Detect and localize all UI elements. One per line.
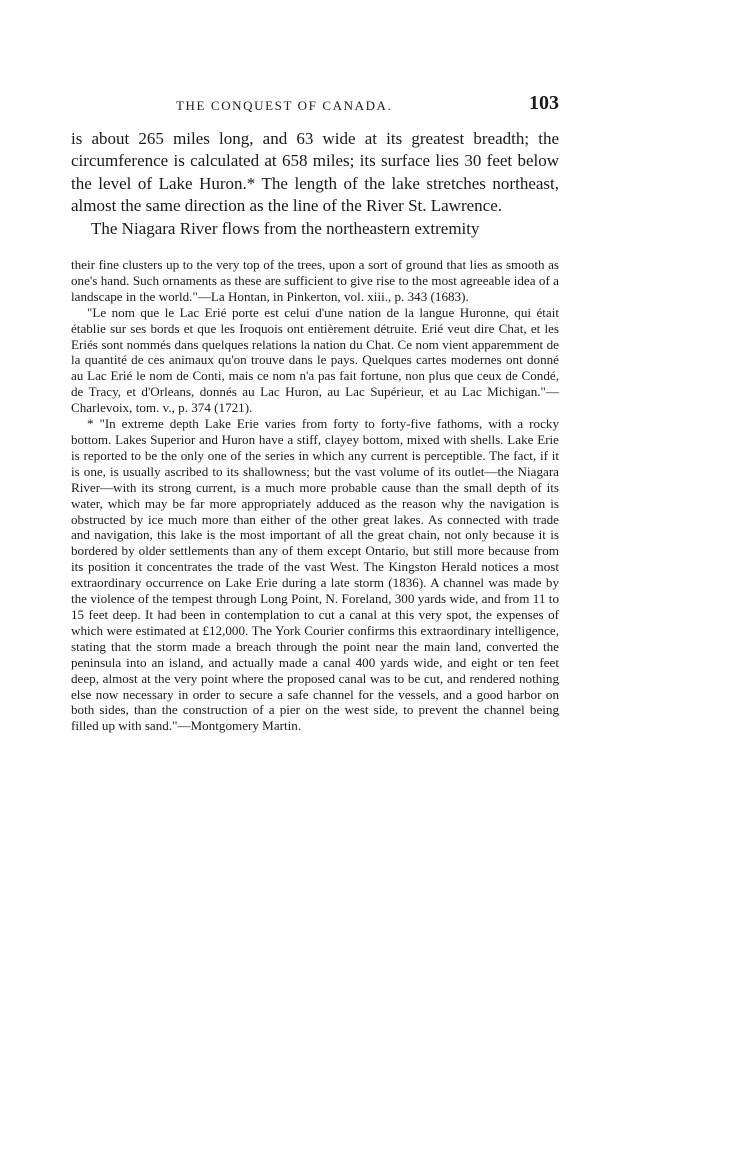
page-header — [71, 92, 559, 120]
main-text — [71, 128, 559, 240]
footnote-french-quote: "Le nom que le Lac Erié porte est celui d'une nation de la langue Huronne, qui était établie sur ses bords et que les Iroquois ont entièrement détruite. Erié veut dire Chat, et les Eriés sont nommés dans quelques relations la nation du Chat. Ce nom vient apparemment de la quantité de ces animaux qu'on trouve dans le pays. Quelques cartes modernes ont donné au Lac Erié le nom de Conti, mais ce nom n'a pas fait fortune, non plus que ceux de Condé, de Tracy, et d'Orleans, donnés au Lac Huron, au Lac Supérieur, et au Lac Michigan."—Charlevoix, tom. v., p. 374 (1721). — [71, 304, 559, 416]
book-page — [71, 92, 559, 734]
body-paragraph: The Niagara River flows from the northeastern extremity — [91, 218, 480, 238]
footnote-continuation: their fine clusters up to the very top of the trees, upon a sort of ground that lies as smooth as one's hand. Such ornaments as these are sufficient to give rise to the most agreeable idea of a landscape in the world."—La Hontan, in Pinkerton, vol. xiii., p. 343 (1683). — [71, 257, 559, 304]
running-title: THE CONQUEST OF CANADA. — [176, 98, 393, 113]
page-number: 103 — [529, 92, 559, 114]
footnotes — [71, 257, 559, 734]
footnote-depth: * "In extreme depth Lake Erie varies from forty to forty-five fathoms, with a rocky bottom. Lakes Superior and Huron have a stiff, clayey bottom, mixed with shells. Lake Erie is reported to be the only one of the series in which any current is perceptible. The fact, if it is one, is usually ascribed to its shallowness; but the vast volume of its outlet—the Niagara River—with its strong current, is a much more probable cause than the small depth of its water, which may be far more appropriately adduced as the reason why the navigation is obstructed by ice much more than either of the other great lakes. As connected with trade and navigation, this lake is the most important of all the great chain, not only because it is bordered by older settlements than any of them except Ontario, but still more because from its position it concentrates the trade of the vast West. The Kingston Herald notices a most extraordinary occurrence on Lake Erie during a late storm (1836). A channel was made by the violence of the tempest through Long Point, N. Foreland, 300 yards wide, and from 11 to 15 feet deep. It had been in contemplation to cut a canal at this very spot, the expenses of which were estimated at £12,000. The York Courier confirms this extraordinary intelligence, stating that the storm made a breach through the point near the main land, converted the peninsula into an island, and actually made a canal 400 yards wide, and eight or ten feet deep, almost at the very point where the proposed canal was to be cut, and rendered nothing else now necessary in order to secure a safe channel for the vessels, and a good harbor on both sides, than the construction of a pier on the west side, to prevent the channel being filled up with sand."—Montgomery Martin. — [71, 416, 559, 734]
body-paragraph: is about 265 miles long, and 63 wide at its greatest breadth; the circumference is calculated at 658 miles; its surface lies 30 feet below the level of Lake Huron.* The length of the lake stretches northeast, almost the same direction as the line of the River St. Lawrence. — [71, 129, 559, 216]
